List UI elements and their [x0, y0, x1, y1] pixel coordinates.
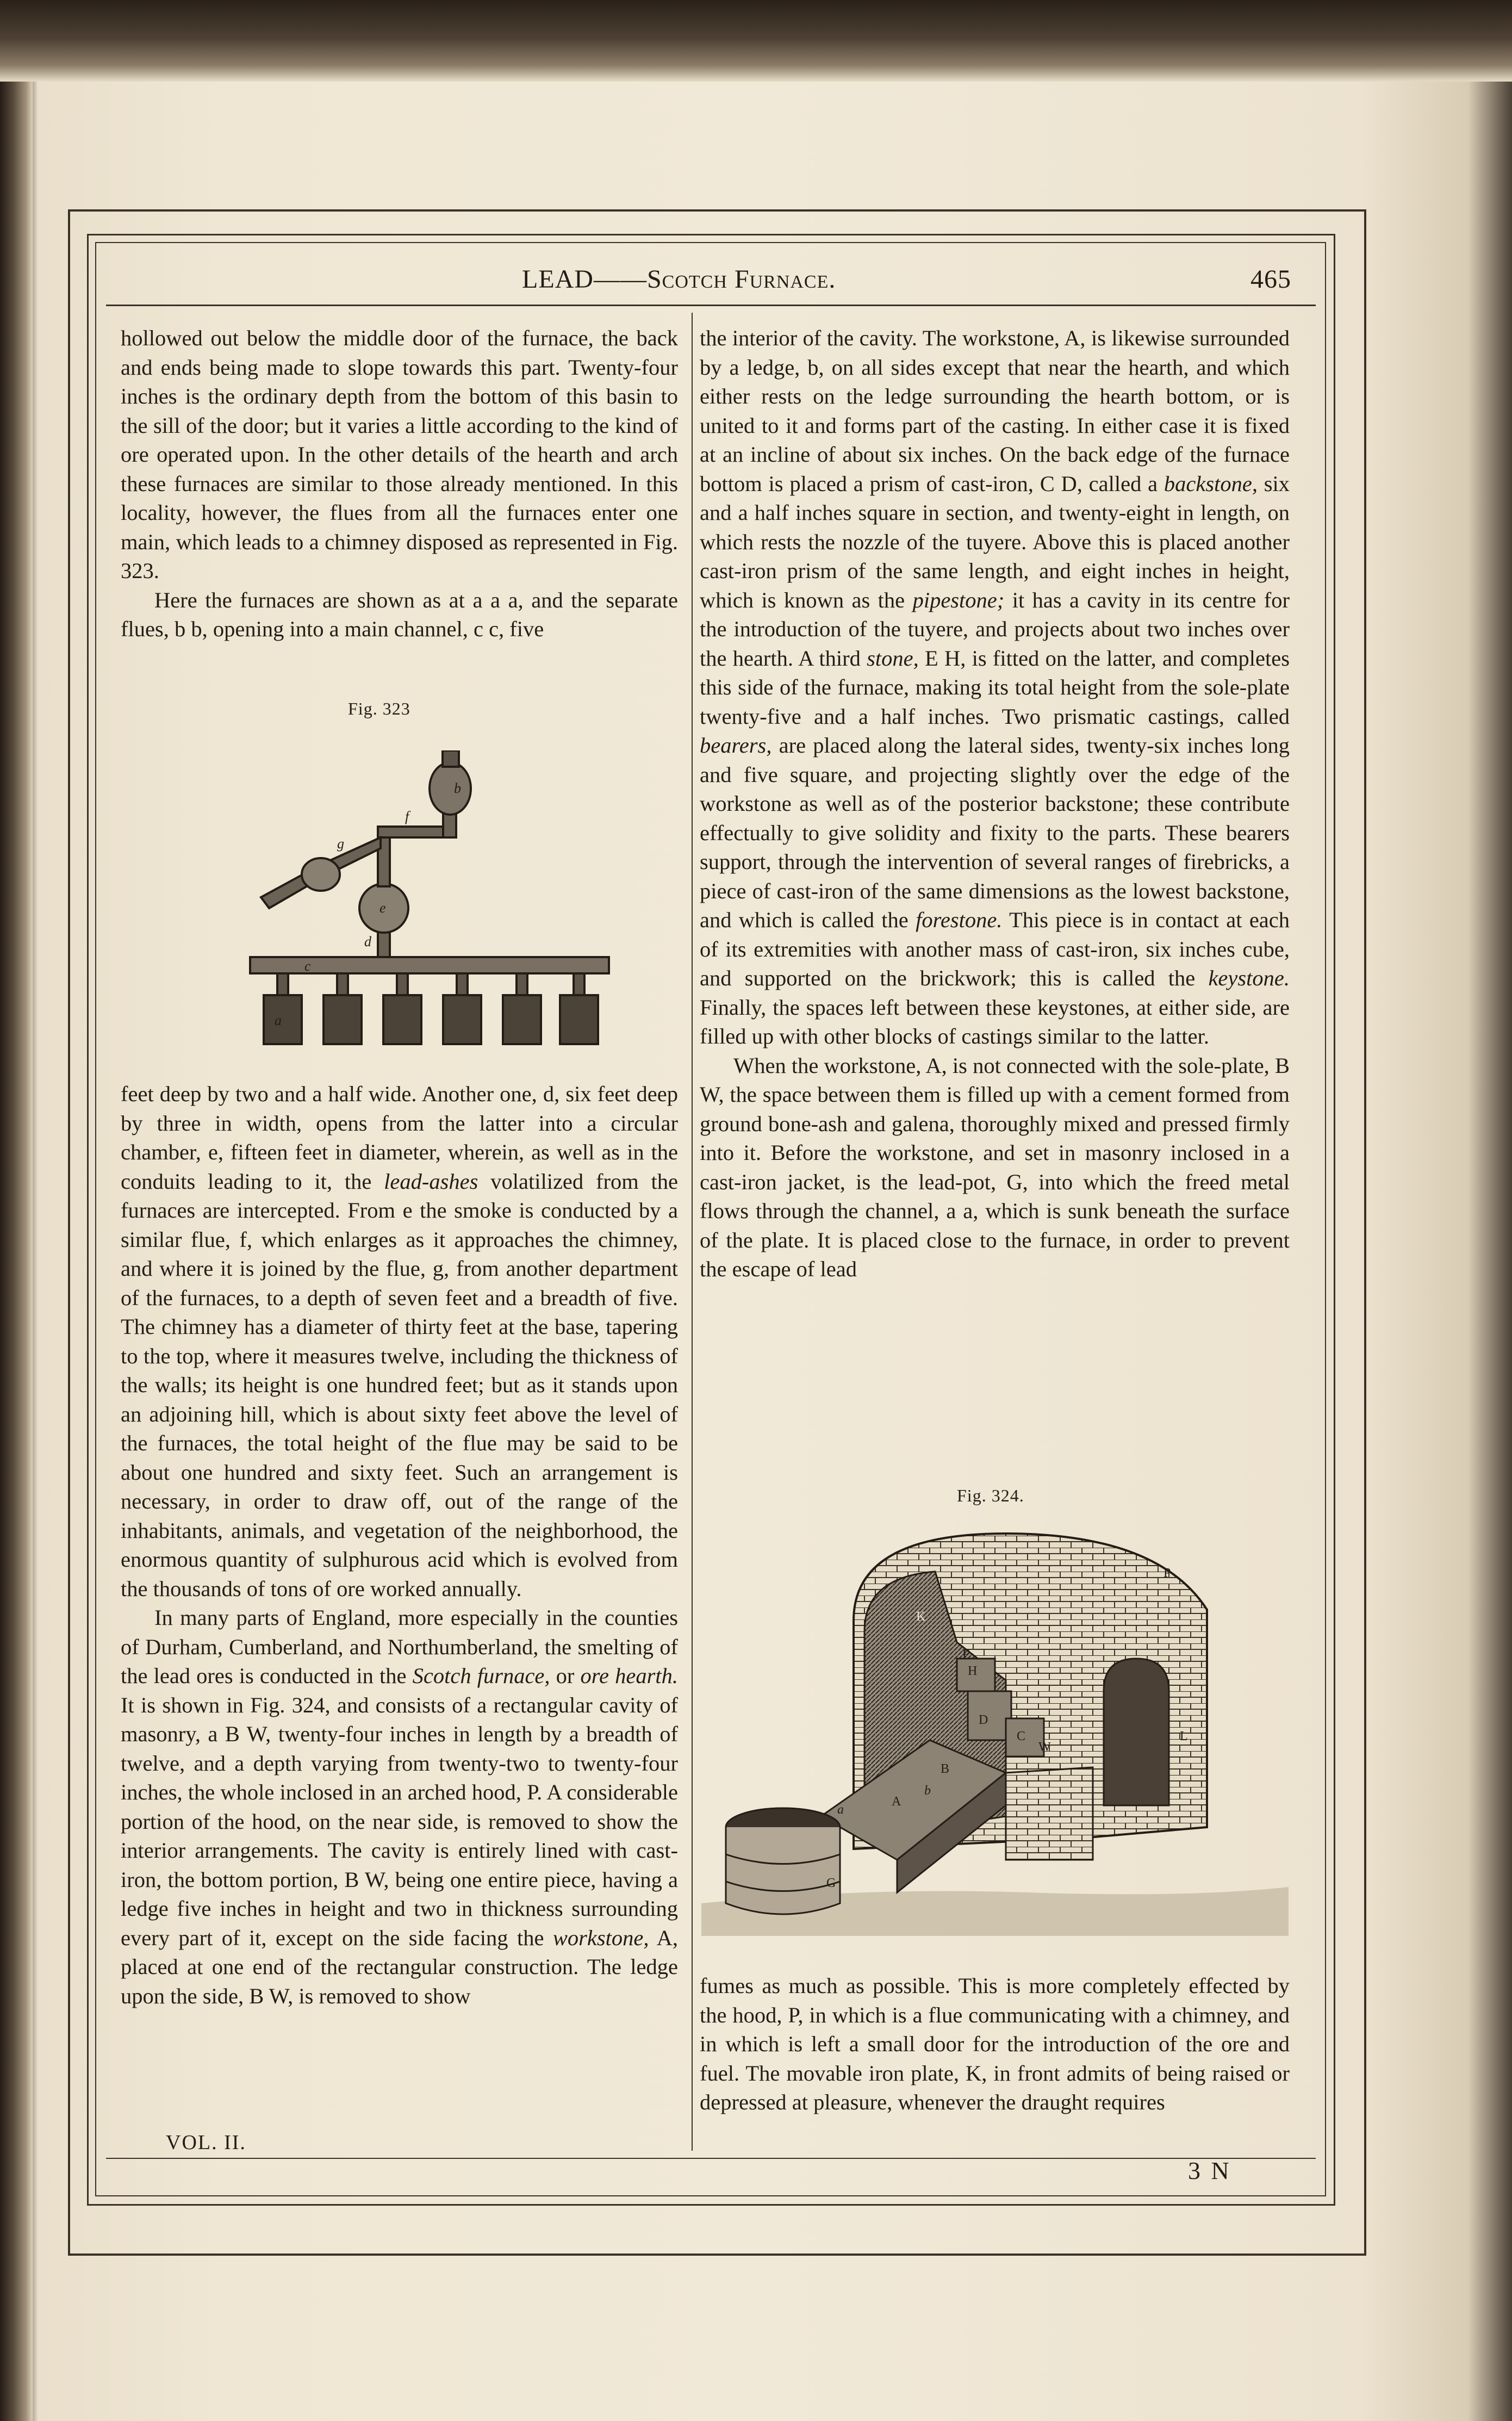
right-paragraph-1-em-3: stone, — [867, 645, 919, 671]
running-title — [522, 264, 836, 294]
fig-324-label-D: D — [979, 1713, 988, 1727]
right-paragraph-1-part-g: Finally, the spaces left between these keystones, at either side, are filled up with other blocks of castings similar to the latter. — [700, 995, 1290, 1048]
page-number: 465 — [1250, 265, 1291, 294]
left-paragraph-4-part-d: A, placed at one end of the rectangular construction. The ledge upon the side, B W, is removed to show — [121, 1925, 678, 2008]
right-paragraph-1-part-c: it has a cavity in its centre for the introduction of the tuyere, and projects about two inches over the hearth. A third — [700, 587, 1290, 671]
column-rule — [692, 313, 693, 2151]
fig-324-label-A: A — [892, 1795, 901, 1809]
right-paragraph-3: fumes as much as possible. This is more completely effected by the hood, P, in which is a flue communicating with a chimney, and in which is left a small door for the introduction of the ore and fuel. The movable iron plate, K, in front admits of being raised or depressed at pleasure, whenever the draught requires — [700, 1973, 1290, 2114]
fig-324-caption: Fig. 324. — [957, 1486, 1024, 1505]
fig-323-chimney-flue-diagram — [239, 750, 620, 1055]
right-paragraph-2: When the workstone, A, is not connected with the sole-plate, B W, the space between them is filled up with a cement formed from ground bone-ash and galena, thoroughly mixed and pressed firmly into it. Before the workstone, and set in masonry inclosed in a cast-iron jacket, is the lead-pot, G, into which the freed metal flows through the channel, a a, which is sunk beneath the surface of the plate. It is placed close to the furnace, in order to prevent the escape of lead — [700, 1053, 1290, 1281]
left-column-top — [121, 324, 678, 644]
right-paragraph-1-part-f: This piece is in contact at each of its extremities with another mass of cast-iron, six inches cube, and supported on the brickwork; this is called the — [700, 908, 1290, 990]
fig-323-label-e: e — [379, 900, 386, 916]
left-paragraph-1: hollowed out below the middle door of the furnace, the back and ends being made to slope towards this part. Twenty-four inches is the ordinary depth from the bottom of this basin to the sill of the door; but it varies a little according to the kind of ore operated upon. In the other details of the hearth and arch these furnaces are similar to those already mentioned. In this locality, however, the flues from all the furnaces enter one main, which leads to a chimney disposed as represented in Fig. 323. — [121, 326, 678, 583]
header-rule — [106, 305, 1316, 306]
right-paragraph-1 — [700, 324, 1290, 1051]
book-top-edge — [0, 0, 1512, 82]
fig-323-caption: Fig. 323 — [348, 699, 410, 718]
right-paragraph-1-em-2: pipestone; — [912, 587, 1005, 612]
fig-323-label-f: f — [405, 809, 409, 824]
right-paragraph-1-em-6: keystone. — [1208, 966, 1290, 990]
fig-324-label-a: a — [837, 1803, 844, 1817]
fig-323-label-d: d — [364, 934, 371, 949]
fig-324-label-G: G — [826, 1876, 836, 1890]
right-paragraph-1-part-a: the interior of the cavity. The workstone, A, is likewise surrounded by a ledge, b, on all sides except that near the hearth, and which either rests on the ledge surrounding the hearth bottom, or is united to it and forms part of the casting. In either case it is fixed at an incline of about six inches. On the back edge of the furnace bottom is placed a prism of cast-iron, C D, called a — [700, 326, 1290, 496]
fig-324-scotch-furnace-illustration — [701, 1512, 1289, 1936]
fig-323-label-c: c — [304, 958, 311, 974]
fig-324-label-L: L — [1180, 1729, 1188, 1743]
running-header — [98, 256, 1316, 305]
left-paragraph-2: Here the furnaces are shown as at a a a, and the separate flues, b b, opening into a main channel, c c, five — [121, 587, 678, 641]
left-paragraph-4-em-1: Scotch furnace, — [412, 1663, 550, 1688]
fig-324-label-B: B — [941, 1762, 950, 1776]
running-title-lead: LEAD — [522, 265, 594, 294]
running-title-dash: —— — [593, 265, 647, 294]
left-paragraph-4-part-a: In many parts of England, more especially in the counties of Durham, Cumberland, and Northumberland, the smelting of the lead ores is conducted in the — [121, 1605, 678, 1688]
left-paragraph-3-em: lead-ashes — [384, 1169, 478, 1194]
left-column-bottom — [121, 1079, 678, 2010]
right-paragraph-1-part-b: six and a half inches square in section, and twenty-eight in length, on which rests the nozzle of the tuyere. Above this is placed another cast-iron prism of the same length, and eight inches in height, which is known as the — [700, 471, 1290, 612]
signature-mark: 3 N — [1188, 2157, 1231, 2184]
right-paragraph-1-em-1: backstone, — [1163, 471, 1258, 496]
fig-324-label-b: b — [924, 1784, 931, 1798]
running-title-rest: Scotch Furnace. — [646, 265, 836, 294]
left-paragraph-3 — [121, 1079, 678, 1603]
left-paragraph-3-part-b: volatilized from the furnaces are intercepted. From e the smoke is conducted by a similar flue, f, which enlarges as it approaches the chimney, and where it is joined by the flue, g, from another department of the furnaces, to a depth of seven feet and a breadth of five. The chimney has a diameter of thirty feet at the base, tapering to the top, where it measures twelve, including the thickness of the walls; its height is one hundred feet; but as it stands upon an adjoining hill, which is about sixty feet above the level of the furnaces, the total height of the flue may be said to be about one hundred and sixty feet. Such an arrangement is necessary, in order to draw off, out of the range of the inhabitants, animals, and vegetation of the neighborhood, the enormous quantity of sulphurous acid which is evolved from the thousands of tons of ore worked annually. — [121, 1169, 678, 1601]
fig-324-label-H: H — [968, 1664, 978, 1678]
left-paragraph-3-part-a: feet deep by two and a half wide. Another one, d, six feet deep by three in width, opens from the latter into a circular chamber, e, fifteen feet in diameter, wherein, as well as in the conduits leading to it, the — [121, 1082, 678, 1194]
right-paragraph-1-part-d: E H, is fitted on the latter, and completes this side of the furnace, making its total height from the sole-plate twenty-five and a half inches. Two prismatic castings, called — [700, 645, 1290, 729]
left-paragraph-4-part-b: or — [550, 1663, 581, 1688]
fig-324-label-E: E — [962, 1648, 970, 1662]
fig-323-label-b: b — [454, 780, 461, 796]
left-paragraph-4-em-3: workstone, — [552, 1925, 649, 1950]
fig-324-label-P: P — [1163, 1566, 1171, 1580]
left-paragraph-4-part-c: It is shown in Fig. 324, and consists of a rectangular cavity of masonry, a B W, twenty-four inches in length by a breadth of twelve, and a depth varying from twenty-two to twenty-four inches, the whole inclosed in an arched hood, P. A considerable portion of the hood, on the near side, is removed to show the interior arrangements. The cavity is entirely lined with cast-iron, the bottom portion, B W, being one entire piece, having a ledge five inches in height and two in thickness surrounding every part of it, except on the side facing the — [121, 1692, 678, 1950]
right-column-top — [700, 324, 1290, 1284]
left-paragraph-4 — [121, 1603, 678, 2010]
fig-324-label-K: K — [916, 1610, 926, 1624]
fig-323-label-a: a — [275, 1013, 282, 1028]
right-column-bottom — [700, 1971, 1290, 2117]
right-paragraph-1-part-e: are placed along the lateral sides, twenty-six inches long and five square, and projecting slightly over the edge of the workstone as well as of the posterior backstone; these contribute effectually to give solidity and fixity to the parts. These bearers support, through the intervention of several ranges of firebricks, a piece of cast-iron of the same dimensions as the lowest backstone, and which is called the — [700, 733, 1290, 932]
left-paragraph-4-em-2: ore hearth. — [580, 1663, 678, 1688]
fig-324-label-C: C — [1017, 1729, 1026, 1743]
fig-324-label-W: W — [1038, 1740, 1051, 1754]
volume-marker: VOL. II. — [166, 2131, 246, 2154]
right-paragraph-1-em-5: forestone. — [916, 908, 1003, 932]
footer-rule — [106, 2158, 1316, 2159]
right-paragraph-1-em-4: bearers, — [700, 733, 772, 758]
fig-323-label-g: g — [337, 836, 344, 852]
book-spine — [0, 82, 33, 2421]
